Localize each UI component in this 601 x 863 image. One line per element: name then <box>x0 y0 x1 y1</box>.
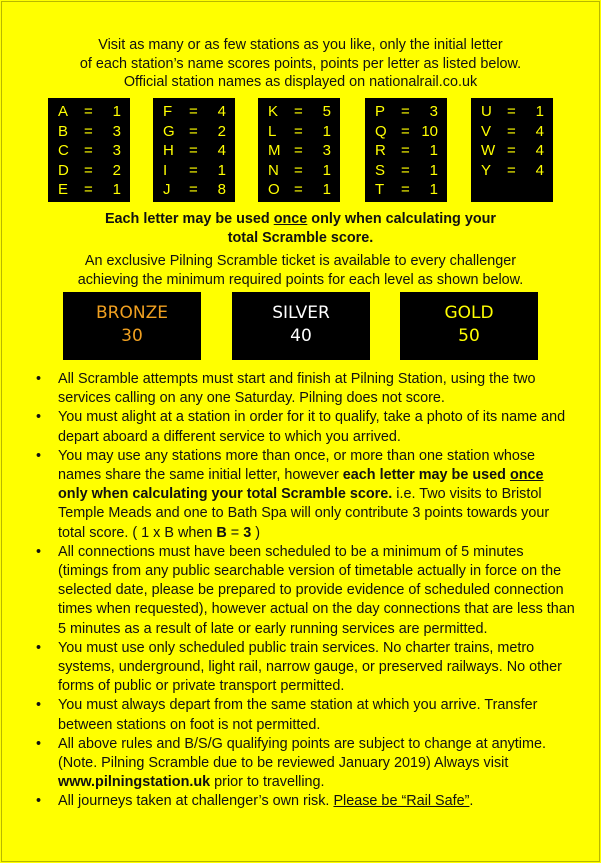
letter: C <box>58 142 69 159</box>
equals-sign: = <box>401 122 410 140</box>
rule-item: • All journeys taken at challenger’s own risk. Please be “Rail Safe”. <box>0 792 601 811</box>
letter-points: 1 <box>322 122 331 140</box>
letter: H <box>163 142 174 159</box>
letter-row <box>48 141 130 161</box>
letter-group-box <box>153 98 235 202</box>
equals-sign: = <box>189 142 198 159</box>
letter-row <box>153 102 235 122</box>
letter-points: 3 <box>322 142 331 159</box>
letter: K <box>268 103 279 120</box>
letter: Q <box>375 122 387 140</box>
letter-row <box>153 141 235 161</box>
letter-group-box <box>365 98 447 202</box>
letter-row <box>48 122 130 142</box>
letter-points: 4 <box>535 161 544 179</box>
letter-points: 1 <box>535 103 544 120</box>
letter: L <box>268 122 277 140</box>
letter-points: 8 <box>217 181 226 198</box>
letter: Y <box>481 161 492 179</box>
letter-points: 5 <box>322 103 331 120</box>
equals-sign: = <box>507 122 516 140</box>
letter-group-box <box>471 98 553 202</box>
letter-points: 1 <box>429 181 438 198</box>
letter: T <box>375 181 385 198</box>
letter-row <box>48 102 130 122</box>
letter-row <box>48 180 130 200</box>
letter-row <box>471 122 553 142</box>
equals-sign: = <box>507 142 516 159</box>
equals-sign: = <box>84 181 93 198</box>
letter: V <box>481 122 492 140</box>
letter: E <box>58 181 69 198</box>
letter-points: 3 <box>112 142 121 159</box>
letter: A <box>58 103 69 120</box>
letter: B <box>58 122 69 140</box>
equals-sign: = <box>401 103 410 120</box>
letter-row <box>471 102 553 122</box>
equals-sign: = <box>507 103 516 120</box>
letter-points: 1 <box>322 181 331 198</box>
letter-points: 1 <box>429 142 438 159</box>
once-note: Each letter may be used once only when calculating your total Scramble score. <box>104 211 497 246</box>
intro-text: Visit as many or as few stations as you like, only the initial letter of each station’s name scores points, points per letter as listed below. Official station names as displayed on nationalrail.co.uk <box>79 37 522 90</box>
rule-item: • All Scramble attempts must start and finish at Pilning Station, using the two services calling on any one Saturday. Pilning does not score. <box>0 370 601 408</box>
letter-row <box>471 141 553 161</box>
letter-row <box>471 161 553 181</box>
letter-points: 10 <box>421 122 438 140</box>
letter: O <box>268 181 280 198</box>
letter-row <box>365 180 447 200</box>
equals-sign: = <box>189 181 198 198</box>
letter-row <box>153 161 235 181</box>
equals-sign: = <box>294 181 303 198</box>
equals-sign: = <box>294 103 303 120</box>
letter: W <box>481 142 496 159</box>
letter: J <box>163 181 171 198</box>
rule-item: • All connections must have been scheduled to be a minimum of 5 minutes (timings from any public searchable version of timetable actually in force on the selected date, please be prepared to provide evidence of scheduled connection times when requested), however actual on the day connections that are less than 5 minutes as a result of late or early running services are permitted. <box>0 543 601 639</box>
website-link[interactable]: www.pilningstation.uk <box>58 774 211 791</box>
letter-row <box>258 180 340 200</box>
equals-sign: = <box>401 142 410 159</box>
equals-sign: = <box>189 122 198 140</box>
level-bronze: BRONZE 30 <box>63 292 201 360</box>
letter-row <box>365 161 447 181</box>
letter-points: 3 <box>429 103 438 120</box>
equals-sign: = <box>401 181 410 198</box>
rule-item: • All above rules and B/S/G qualifying points are subject to change at anytime. (Note. Pilning Scramble due to be reviewed January 2019) Always visit www.pilningstation.uk prior to travelling. <box>0 735 601 793</box>
ticket-text: An exclusive Pilning Scramble ticket is available to every challenger achieving the minimum required points for each level as shown below. <box>77 253 524 288</box>
letter: G <box>163 122 175 140</box>
letter-row <box>153 122 235 142</box>
letter-row <box>365 102 447 122</box>
letter-row <box>258 102 340 122</box>
letter: R <box>375 142 386 159</box>
letter-points: 4 <box>535 122 544 140</box>
equals-sign: = <box>507 161 516 179</box>
equals-sign: = <box>401 161 410 179</box>
equals-sign: = <box>294 161 303 179</box>
letter-points: 4 <box>217 103 226 120</box>
equals-sign: = <box>84 161 93 179</box>
letter-points: 2 <box>112 161 121 179</box>
letter-points: 4 <box>217 142 226 159</box>
letter-group-box <box>258 98 340 202</box>
letter-points: 1 <box>112 181 121 198</box>
rule-item: • You must use only scheduled public train services. No charter trains, metro systems, underground, light rail, narrow gauge, or preserved railways. No other forms of public or private transport permitted. <box>0 639 601 697</box>
letter-points: 1 <box>322 161 331 179</box>
equals-sign: = <box>189 161 198 179</box>
letter-points: 1 <box>429 161 438 179</box>
letter-row <box>258 141 340 161</box>
letter-row <box>365 122 447 142</box>
equals-sign: = <box>294 122 303 140</box>
level-silver: SILVER 40 <box>232 292 370 360</box>
letter: S <box>375 161 386 179</box>
equals-sign: = <box>189 103 198 120</box>
letter-row <box>153 180 235 200</box>
letter: I <box>163 161 168 179</box>
letter-group-box <box>48 98 130 202</box>
rule-item: • You must always depart from the same station at which you arrive. Transfer between stations on foot is not permitted. <box>0 696 601 734</box>
letter-points: 3 <box>112 122 121 140</box>
rule-item: • You may use any stations more than once, or more than one station whose names share the same initial letter, however each letter may be used once only when calculating your total Scramble score. i.e. Two visits to Bristol Temple Meads and one to Bath Spa will only contribute 3 points towards your total score. ( 1 x B when B = 3 ) <box>0 447 601 543</box>
letter-row <box>48 161 130 181</box>
letter-row <box>365 141 447 161</box>
letter: F <box>163 103 173 120</box>
rules-list <box>0 370 601 812</box>
equals-sign: = <box>84 122 93 140</box>
letter-points: 1 <box>217 161 226 179</box>
letter: P <box>375 103 386 120</box>
letter-row <box>258 122 340 142</box>
equals-sign: = <box>84 103 93 120</box>
letter: M <box>268 142 281 159</box>
rule-item: • You must alight at a station in order for it to qualify, take a photo of its name and depart aboard a different service to which you arrived. <box>0 408 601 446</box>
rail-safe-link[interactable]: Please be “Rail Safe” <box>333 793 470 810</box>
level-gold: GOLD 50 <box>400 292 538 360</box>
letter-points: 1 <box>112 103 121 120</box>
letter-points: 4 <box>535 142 544 159</box>
equals-sign: = <box>294 142 303 159</box>
letter-row <box>258 161 340 181</box>
letter: U <box>481 103 492 120</box>
letter: N <box>268 161 279 179</box>
letter: D <box>58 161 69 179</box>
letter-points: 2 <box>217 122 226 140</box>
equals-sign: = <box>84 142 93 159</box>
